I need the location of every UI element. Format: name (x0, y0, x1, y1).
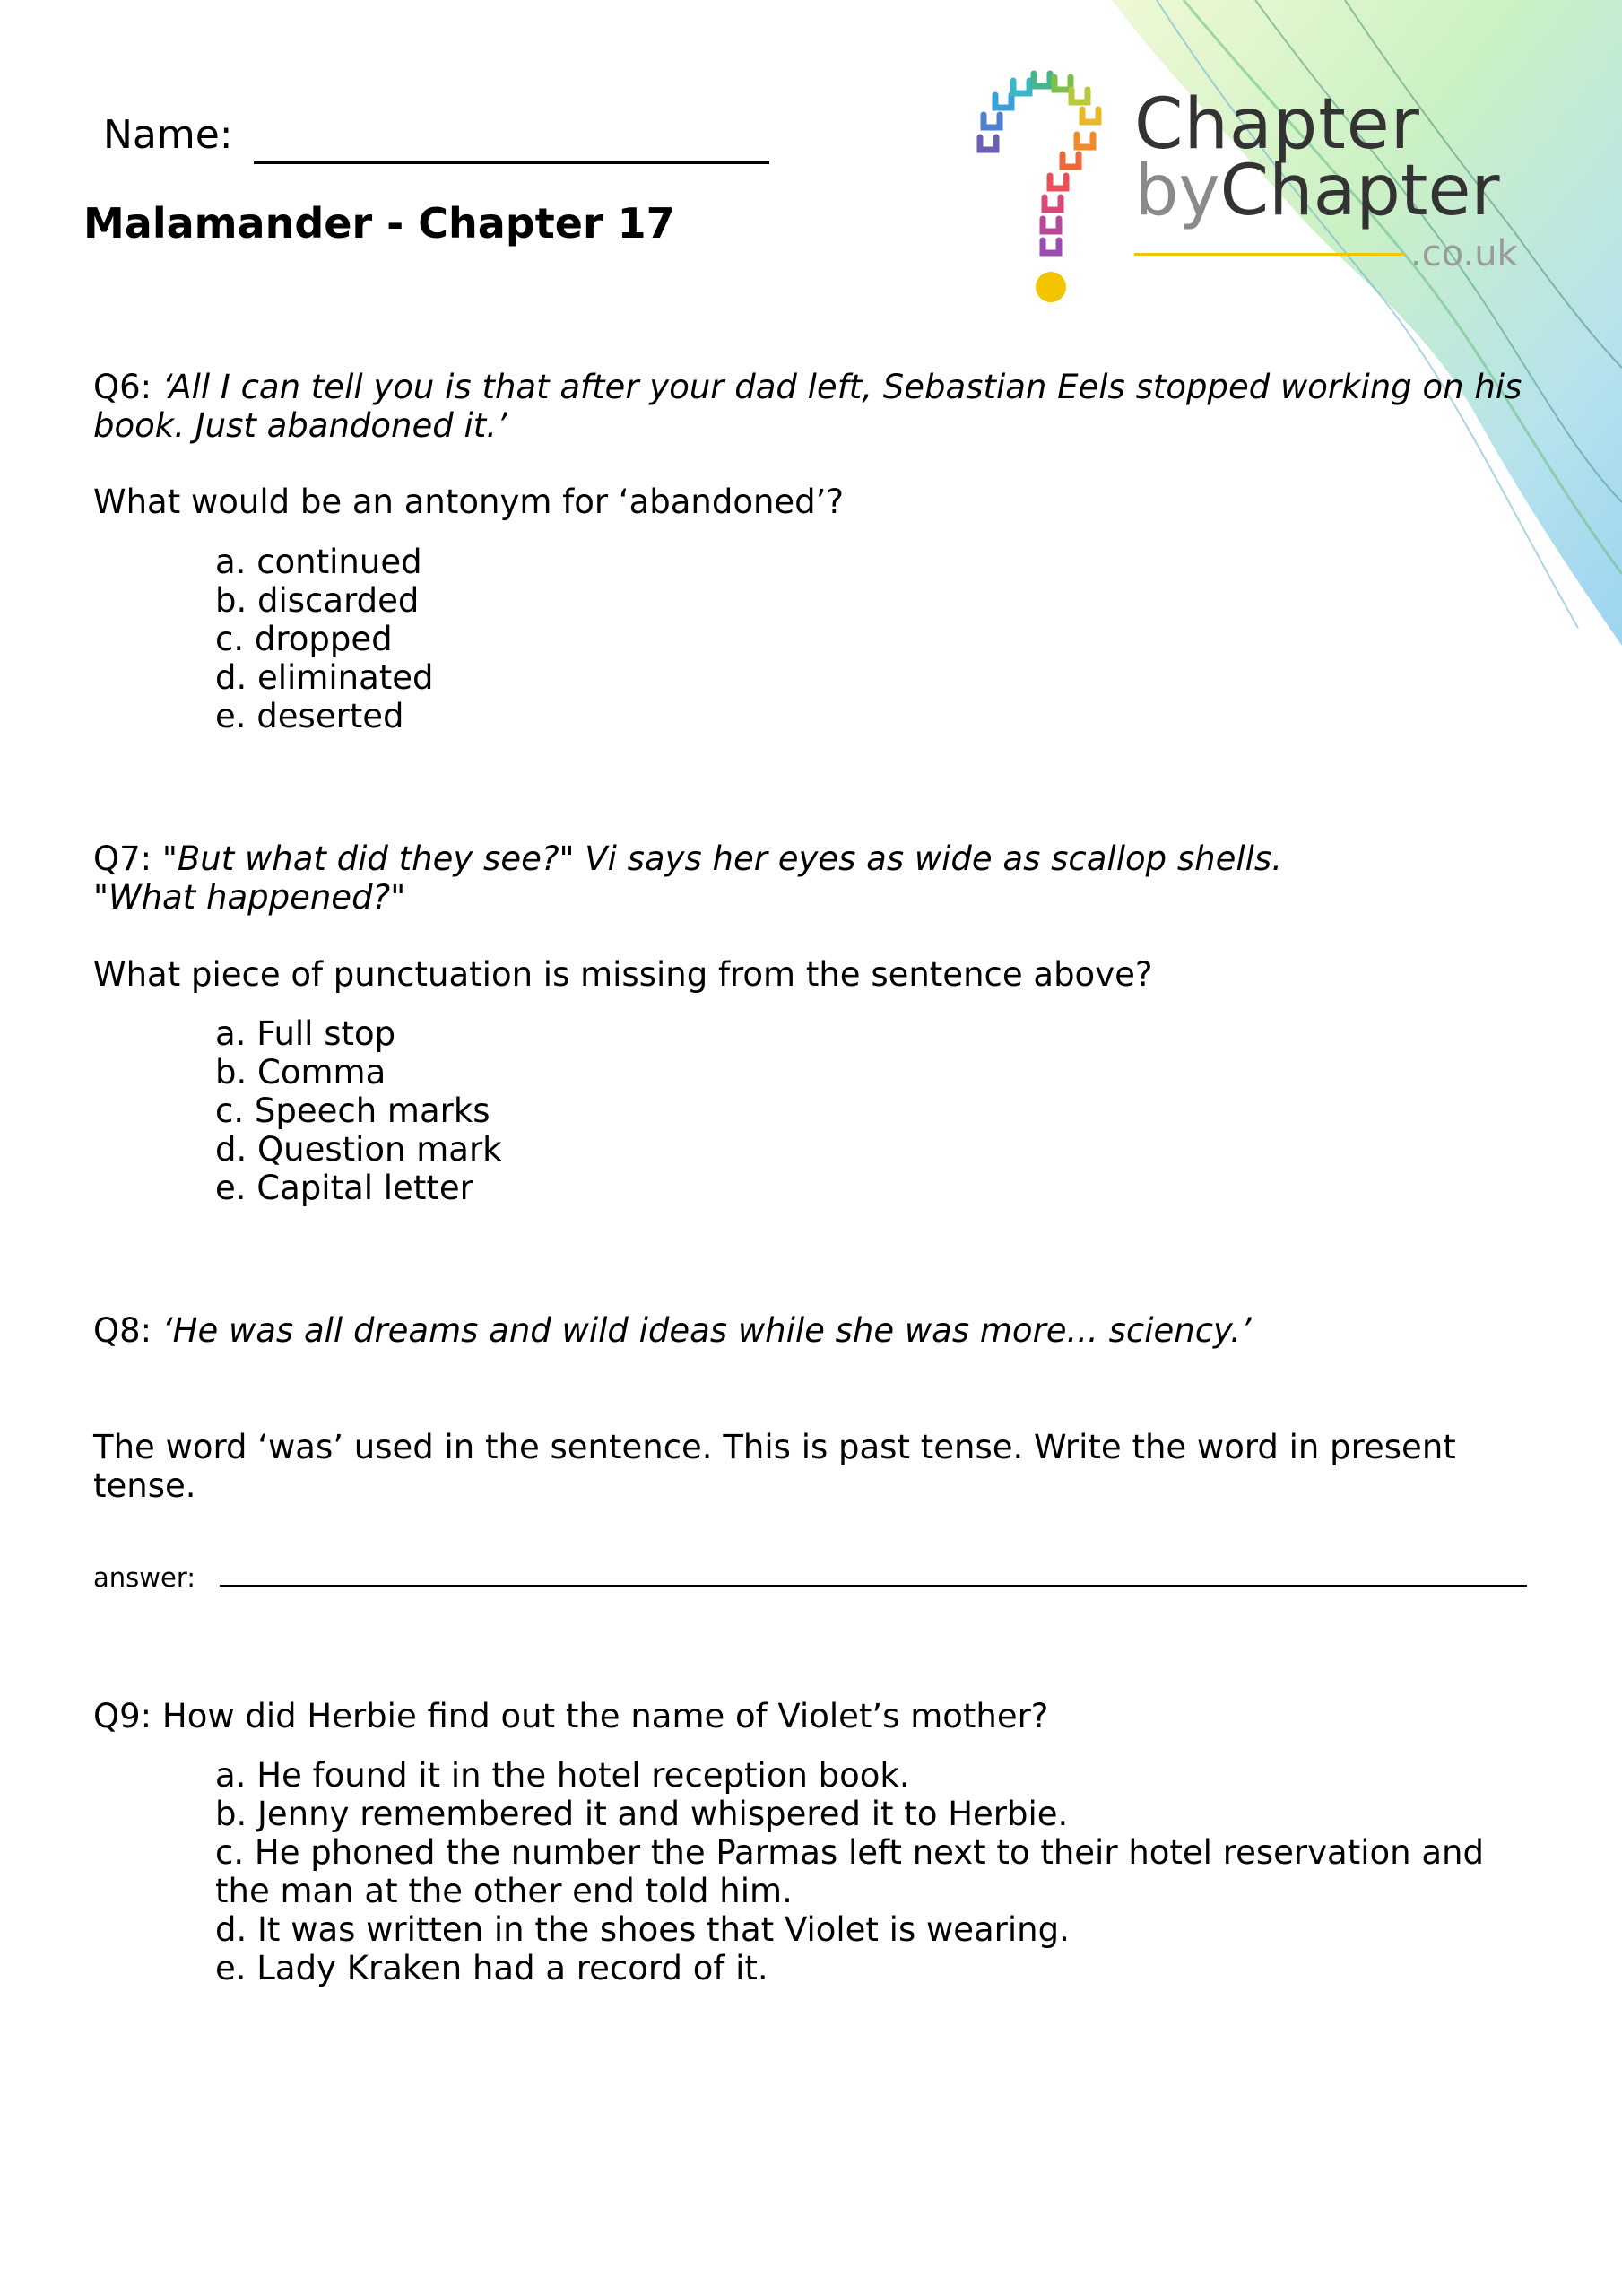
answer-write-line[interactable] (220, 1585, 1527, 1587)
question-number: Q9: (93, 1697, 162, 1735)
option-a[interactable]: a. continued (215, 543, 422, 581)
logo-by: by (1134, 151, 1220, 231)
question-prompt: The word ‘was’ used in the sentence. This is past tense. Write the word in present tense. (93, 1428, 1456, 1505)
logo-domain: .co.uk (1410, 233, 1518, 274)
option-a[interactable]: a. He found it in the hotel reception book. (215, 1756, 910, 1795)
question-8 (93, 1311, 1537, 1350)
book-question-mark-icon (964, 52, 1121, 308)
options-list (215, 1014, 1515, 1207)
logo-underline (1134, 253, 1403, 256)
name-write-line[interactable] (254, 161, 769, 164)
question-prompt: What would be an antonym for ‘abandoned’? (93, 483, 845, 521)
name-label: Name: (103, 112, 233, 158)
question-quote-line2: "What happened?" (93, 878, 406, 917)
option-a[interactable]: a. Full stop (215, 1014, 396, 1053)
option-b[interactable]: b. discarded (215, 581, 420, 620)
option-d[interactable]: d. eliminated (215, 658, 434, 697)
options-list (215, 543, 1515, 735)
option-e[interactable]: e. deserted (215, 697, 404, 735)
option-c[interactable]: c. dropped (215, 620, 393, 658)
chapter-by-chapter-logo (1134, 84, 1518, 274)
question-quote: "But what did they see?" Vi says her eyes as wide as scallop shells. (161, 839, 1282, 878)
option-e[interactable]: e. Lady Kraken had a record of it. (215, 1949, 768, 1987)
option-d[interactable]: d. Question mark (215, 1130, 502, 1169)
question-6 (93, 368, 1537, 445)
question-prompt: What piece of punctuation is missing from the sentence above? (93, 955, 1153, 994)
question-number: Q7: (93, 839, 162, 878)
option-c[interactable]: c. Speech marks (215, 1091, 490, 1130)
option-d[interactable]: d. It was written in the shoes that Violet is wearing. (215, 1910, 1070, 1949)
option-b[interactable]: b. Jenny remembered it and whispered it to Herbie. (215, 1795, 1069, 1833)
logo-line-bychapter (1134, 151, 1500, 231)
question-prompt: How did Herbie find out the name of Violet’s mother? (161, 1697, 1049, 1735)
option-b[interactable]: b. Comma (215, 1053, 386, 1091)
option-c[interactable]: c. He phoned the number the Parmas left next to their hotel reservation and the man at the other end told him. (215, 1833, 1484, 1910)
question-quote: ‘All I can tell you is that after your dad left, Sebastian Eels stopped working on his book. Just abandoned it.’ (93, 368, 1522, 445)
logo-chapter: Chapter (1219, 151, 1500, 231)
options-list (215, 1756, 1515, 1987)
question-9 (93, 1697, 1537, 1735)
question-number: Q6: (93, 368, 162, 406)
answer-label: answer: (93, 1562, 196, 1593)
question-7 (93, 839, 1537, 917)
question-number: Q8: (93, 1311, 162, 1350)
worksheet-title: Malamander - Chapter 17 (83, 199, 675, 248)
logo-line-chapter: Chapter (1134, 84, 1420, 165)
option-e[interactable]: e. Capital letter (215, 1169, 473, 1207)
question-quote: ‘He was all dreams and wild ideas while she was more... sciency.’ (161, 1311, 1252, 1350)
